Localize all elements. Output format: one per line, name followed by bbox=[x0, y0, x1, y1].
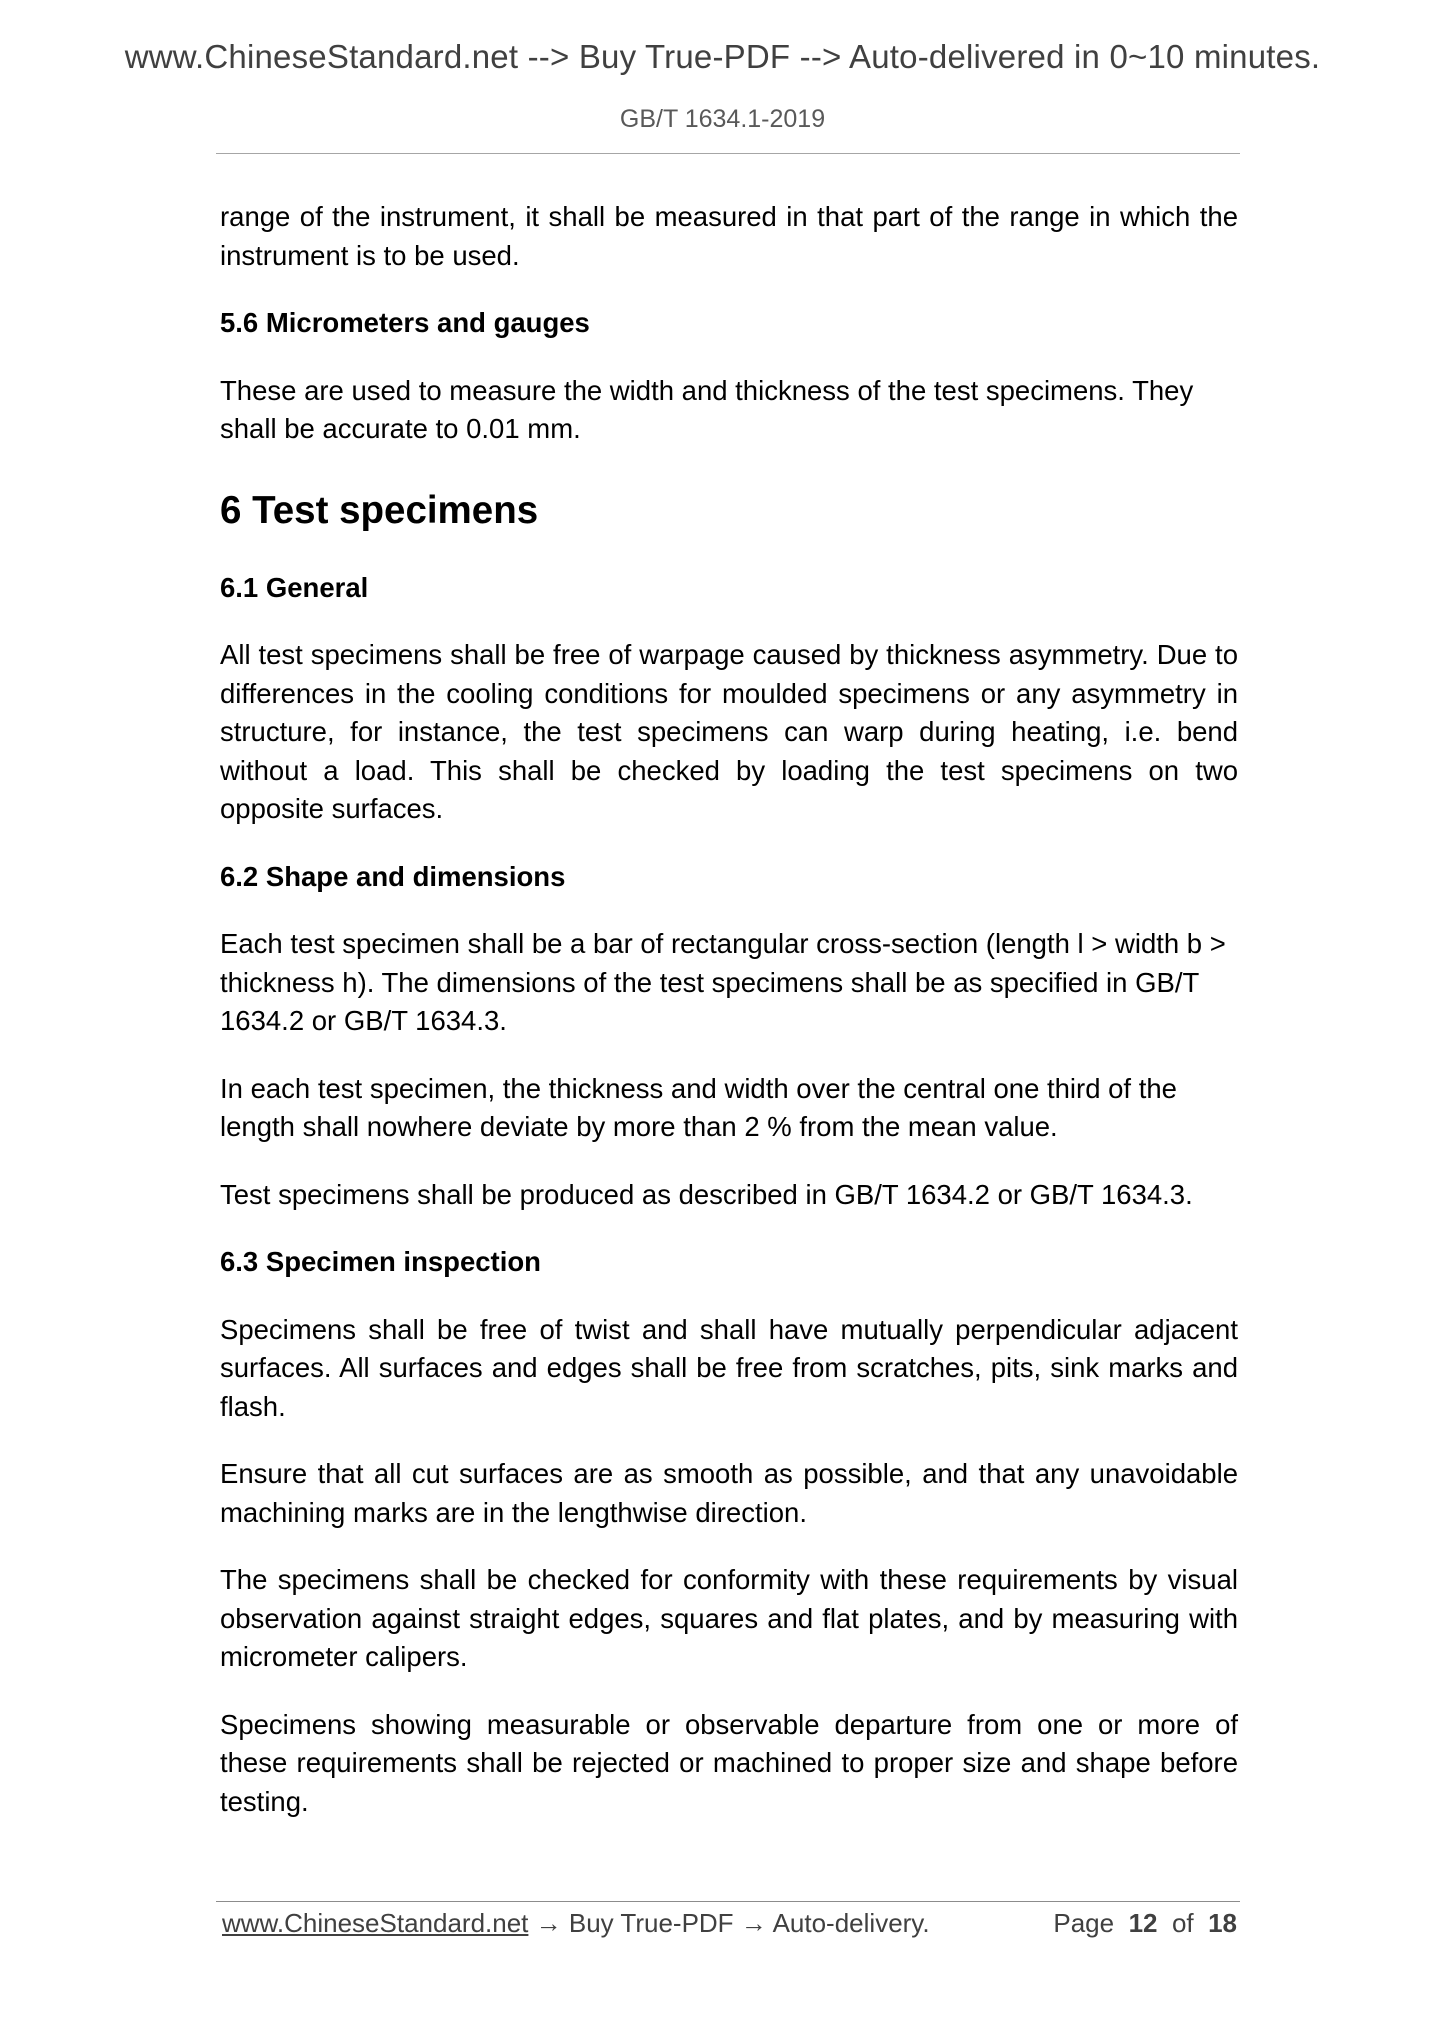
paragraph-6-3-d: Specimens showing measurable or observable departure from one or more of these requirements shall be rejected or machined to proper size and shape before testing. bbox=[220, 1708, 1238, 1817]
heading-6-2: 6.2 Shape and dimensions bbox=[220, 860, 566, 892]
page-content bbox=[220, 198, 1238, 1850]
page-label: Page bbox=[1053, 1908, 1115, 1938]
paragraph-6-3-a: Specimens shall be free of twist and shall have mutually perpendicular adjacent surfaces. All surfaces and edges shall be free from scratches, pits, sink marks and flash. bbox=[220, 1313, 1238, 1422]
top-banner: www.ChineseStandard.net --> Buy True-PDF --> Auto-delivered in 0~10 minutes. bbox=[124, 38, 1321, 75]
footer-site-link[interactable]: www.ChineseStandard.net bbox=[222, 1908, 529, 1938]
paragraph-6-2-c: Test specimens shall be produced as described in GB/T 1634.2 or GB/T 1634.3. bbox=[220, 1178, 1193, 1210]
footer-divider bbox=[216, 1901, 1240, 1902]
header-divider bbox=[216, 153, 1240, 154]
footer-tagline: → Buy True-PDF → Auto-delivery. bbox=[528, 1908, 930, 1938]
standard-code-header: GB/T 1634.1-2019 bbox=[619, 105, 826, 133]
heading-5-6: 5.6 Micrometers and gauges bbox=[220, 307, 590, 338]
paragraph-6-2-b: In each test specimen, the thickness and width over the central one third of the length shall nowhere deviate by more than 2 % from the mean value. bbox=[220, 1072, 1177, 1142]
heading-6-1: 6.1 General bbox=[220, 571, 369, 603]
paragraph-6-3-b: Ensure that all cut surfaces are as smooth as possible, and that any unavoidable machining marks are in the lengthwise direction. bbox=[220, 1458, 1238, 1528]
paragraph-6-3-c: The specimens shall be checked for conformity with these requirements by visual observation against straight edges, squares and flat plates, and by measuring with micrometer calipers. bbox=[220, 1564, 1238, 1672]
footer-left bbox=[222, 1905, 930, 1941]
paragraph-range-continuation: range of the instrument, it shall be measured in that part of the range in which the instrument is to be used. bbox=[220, 201, 1238, 271]
paragraph-5-6: These are used to measure the width and thickness of the test specimens. They shall be accurate to 0.01 mm. bbox=[220, 374, 1194, 444]
paragraph-6-1: All test specimens shall be free of warpage caused by thickness asymmetry. Due to differences in the cooling conditions for moulded specimens or any asymmetry in structure, for instance, the test specimens can warp during heating, i.e. bend without a load. This shall be checked by loading the test specimens on two opposite surfaces. bbox=[220, 639, 1238, 824]
heading-6: 6 Test specimens bbox=[220, 488, 539, 532]
of-label: of bbox=[1171, 1908, 1194, 1938]
paragraph-6-2-a: Each test specimen shall be a bar of rectangular cross-section (length l > width b > thickness h). The dimensions of the test specimens shall be as specified in GB/T 1634.2 or GB/T 1634.3. bbox=[220, 928, 1226, 1036]
heading-6-3: 6.3 Specimen inspection bbox=[220, 1246, 541, 1277]
page-number bbox=[1053, 1905, 1237, 1941]
page-current: 12 bbox=[1128, 1908, 1158, 1938]
page-total: 18 bbox=[1208, 1908, 1237, 1938]
